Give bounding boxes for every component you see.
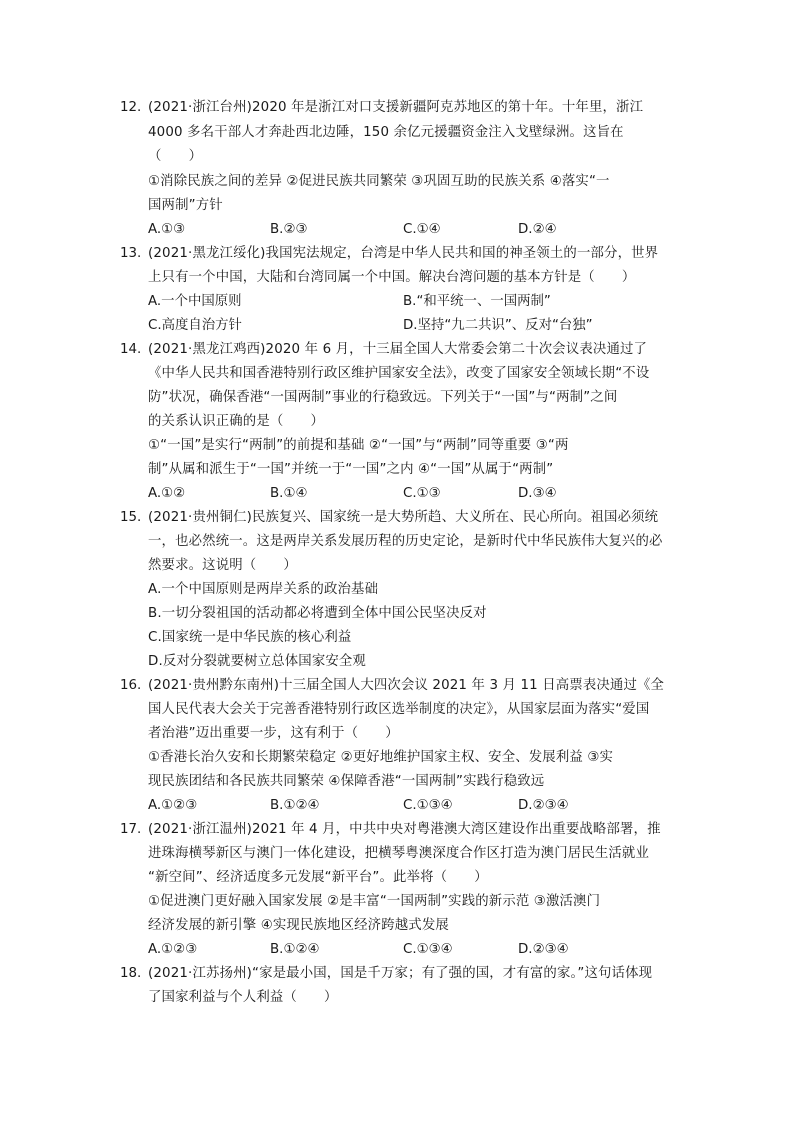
question-text: (2021·浙江台州)2020 年是浙江对口支援新疆阿克苏地区的第十年。十年里，浙江 bbox=[148, 100, 644, 115]
option-a: A.①③ bbox=[148, 222, 186, 237]
option-a: A.①②③ bbox=[148, 798, 198, 813]
question-number: 12. bbox=[120, 100, 142, 115]
option-c: C.①③④ bbox=[403, 942, 453, 957]
option-b: B.①②④ bbox=[270, 798, 320, 813]
question-text: (2021·黑龙江鸡西)2020 年 6 月，十三届全国人大常委会第二十次会议表决通过了 bbox=[148, 342, 648, 357]
option-c: C.①④ bbox=[403, 222, 441, 237]
question-text: 经济发展的新引擎 ④实现民族地区经济跨越式发展 bbox=[148, 918, 449, 933]
question-text: ①“一国”是实行“两制”的前提和基础 ②“一国”与“两制”同等重要 ③“两 bbox=[148, 438, 569, 453]
option-b: B.②③ bbox=[270, 222, 308, 237]
question-text: 现民族团结和各民族共同繁荣 ④保障香港“一国两制”实践行稳致远 bbox=[148, 774, 545, 789]
question-text: （ ） bbox=[148, 149, 203, 164]
option-d: D.③④ bbox=[518, 486, 557, 501]
question-text: (2021·贵州黔东南州)十三届全国人大四次会议 2021 年 3 月 11 日高票表决通过《全 bbox=[148, 678, 665, 693]
question-number: 16. bbox=[120, 678, 142, 693]
question-text: 一，也必然统一。这是两岸关系发展历程的历史定论，是新时代中华民族伟大复兴的必 bbox=[148, 534, 663, 549]
option-b: B.一切分裂祖国的活动都必将遭到全体中国公民坚决反对 bbox=[148, 606, 487, 621]
option-d: D.坚持“九二共识”、反对“台独” bbox=[403, 318, 593, 333]
question-text: 的关系认识正确的是（ ） bbox=[148, 414, 325, 429]
question-text: 制”从属和派生于“一国”并统一于“一国”之内 ④“一国”从属于“两制” bbox=[148, 462, 554, 477]
question-text: 然要求。这说明（ ） bbox=[148, 558, 297, 573]
question-text: 者治港”迈出重要一步，这有利于（ ） bbox=[148, 726, 399, 741]
question-number: 13. bbox=[120, 246, 142, 261]
question-text: 进珠海横琴新区与澳门一体化建设，把横琴粤澳深度合作区打造为澳门居民生活就业 bbox=[148, 846, 650, 861]
question-text: ①促进澳门更好融入国家发展 ②是丰富“一国两制”实践的新示范 ③激活澳门 bbox=[148, 894, 601, 909]
question-text: 国人民代表大会关于完善香港特别行政区选举制度的决定》，从国家层面为落实“爱国 bbox=[148, 702, 650, 717]
question-text: (2021·浙江温州)2021 年 4 月，中共中央对粤港澳大湾区建设作出重要战略部署，推 bbox=[148, 822, 661, 837]
option-c: C.①③ bbox=[403, 486, 441, 501]
option-d: D.②④ bbox=[518, 222, 557, 237]
question-text: “新空间”、经济适度多元发展“新平台”。此举将（ ） bbox=[148, 870, 488, 885]
question-text: ①消除民族之间的差异 ②促进民族共同繁荣 ③巩固互助的民族关系 ④落实“一 bbox=[148, 174, 610, 189]
question-number: 14. bbox=[120, 342, 142, 357]
option-b: B.①②④ bbox=[270, 942, 320, 957]
option-b: B.①④ bbox=[270, 486, 308, 501]
option-a: A.一个中国原则 bbox=[148, 294, 242, 309]
option-c: C.国家统一是中华民族的核心利益 bbox=[148, 630, 352, 645]
question-text: (2021·江苏扬州)“家是最小国，国是千万家；有了强的国，才有富的家。”这句话体现 bbox=[148, 966, 653, 981]
question-number: 17. bbox=[120, 822, 142, 837]
question-number: 18. bbox=[120, 966, 142, 981]
question-text: (2021·贵州铜仁)民族复兴、国家统一是大势所趋、大义所在、民心所向。祖国必须统 bbox=[148, 510, 659, 525]
question-text: 国两制”方针 bbox=[148, 198, 223, 213]
question-text: (2021·黑龙江绥化)我国宪法规定，台湾是中华人民共和国的神圣领土的一部分，世界 bbox=[148, 246, 659, 261]
option-c: C.①③④ bbox=[403, 798, 453, 813]
question-text: ①香港长治久安和长期繁荣稳定 ②更好地维护国家主权、安全、发展利益 ③实 bbox=[148, 750, 614, 765]
question-text: 上只有一个中国，大陆和台湾同属一个中国。解决台湾问题的基本方针是（ ） bbox=[148, 270, 636, 285]
option-d: D.②③④ bbox=[518, 798, 569, 813]
option-a: A.一个中国原则是两岸关系的政治基础 bbox=[148, 582, 379, 597]
option-c: C.高度自治方针 bbox=[148, 318, 242, 333]
question-number: 15. bbox=[120, 510, 142, 525]
option-a: A.①② bbox=[148, 486, 186, 501]
option-a: A.①②③ bbox=[148, 942, 198, 957]
option-b: B.“和平统一、一国两制” bbox=[403, 294, 551, 309]
option-d: D.反对分裂就要树立总体国家安全观 bbox=[148, 654, 366, 669]
question-text: 《中华人民共和国香港特别行政区维护国家安全法》，改变了国家安全领域长期“不设 bbox=[148, 366, 650, 381]
question-text: 防”状况，确保香港“一国两制”事业的行稳致远。下列关于“一国”与“两制”之间 bbox=[148, 390, 618, 405]
question-text: 了国家利益与个人利益（ ） bbox=[148, 990, 338, 1005]
question-text: 4000 多名干部人才奔赴西北边陲，150 余亿元援疆资金注入戈壁绿洲。这旨在 bbox=[148, 125, 624, 140]
option-d: D.②③④ bbox=[518, 942, 569, 957]
